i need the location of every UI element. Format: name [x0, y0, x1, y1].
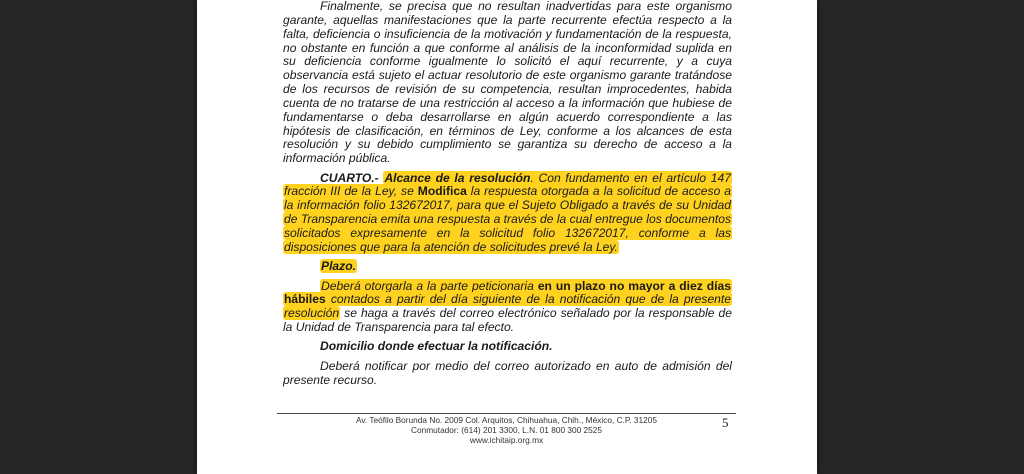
section-label-cuarto: CUARTO.- — [320, 170, 379, 185]
footer-divider — [277, 413, 736, 414]
page-footer — [277, 415, 736, 446]
footer-website: www.ichitaip.org.mx — [469, 435, 544, 446]
plazo-text-3: se haga a través del correo electrónico señalado por la responsable de la Unidad de Transparencia para tal efecto. — [283, 306, 732, 335]
section-title-alcance: Alcance de la resolución — [384, 170, 531, 185]
footer-phone: Conmutador: (614) 201 3300, L.N. 01 800 300 2525 — [411, 425, 602, 436]
page-number: 5 — [722, 415, 729, 430]
heading-plazo — [283, 260, 732, 274]
plazo-text-1: Deberá otorgarla a la parte peticionaria — [321, 278, 538, 293]
cuarto-text-1: . Con fundamento en el artículo 147 fracción III de la Ley, se — [284, 170, 731, 199]
modifica-keyword: Modifica — [417, 184, 467, 199]
page-content — [283, 0, 732, 387]
cuarto-text-2: la respuesta otorgada a la solicitud de acceso a la información folio 132672017, para que el Sujeto Obligado a través de su Unidad de Transparencia emita una respuesta a través de la cual entregue los documentos solicitados expresamente en la solicitud folio 132672017, conforme a las disposiciones que para la atención de solicitudes prevé la Ley. — [284, 184, 731, 254]
document-page — [197, 0, 817, 474]
plazo-text-2: contados a partir del día siguiente de la notificación que de la presente resolución — [284, 292, 731, 321]
paragraph-cuarto — [283, 172, 732, 255]
heading-domicilio: Domicilio donde efectuar la notificación. — [320, 339, 553, 354]
paragraph-finalmente-text: Finalmente, se precisa que no resultan inadvertidas para este organismo garante, aquellas manifestaciones que la parte recurrente efectúa respecto a la falta, deficiencia o insuficiencia de la motivación y fundamentación de la respuesta, no obstante en función a que conforme al análisis de la inconformidad suplida en su deficiencia conforme igualmente lo solicitó el aquí recurrente, y a cuya observancia está sujeto el actuar resolutorio de este organismo garante tratándose de los recursos de revisión de su competencia, resultan improcedentes, habida cuenta de no tratarse de una restricción al acceso a la información que hubiese de fundamentarse o deba desarrollarse en algún acuerdo correspondiente a las hipótesis de clasificación, en términos de Ley, conforme a los alcances de esta resolución y su debido cumplimiento se garantiza su derecho de acceso a la información pública. — [283, 0, 732, 166]
paragraph-domicilio — [283, 360, 732, 388]
footer-address: Av. Teófilo Borunda No. 2009 Col. Arquitos, Chihuahua, Chih., México, C.P. 31205 — [355, 415, 658, 425]
plazo-deadline: en un plazo no mayor a diez días hábiles — [284, 278, 731, 307]
paragraph-domicilio-text: Deberá notificar por medio del correo autorizado en auto de admisión del presente recurso. — [283, 358, 732, 387]
paragraph-plazo — [283, 280, 732, 335]
paragraph-finalmente — [283, 0, 732, 166]
heading-plazo-text: Plazo. — [321, 259, 356, 274]
